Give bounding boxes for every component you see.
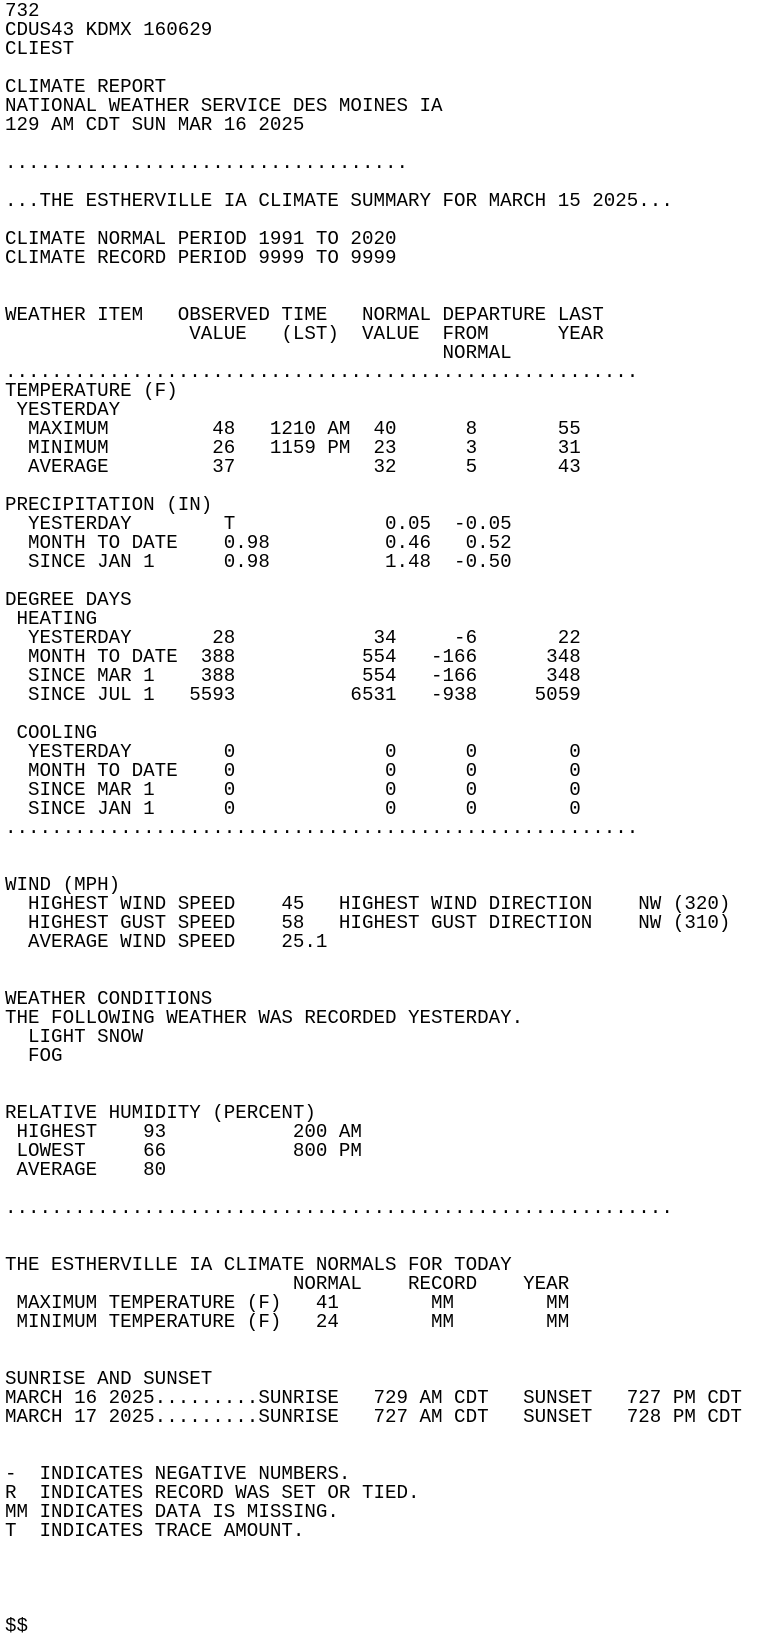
- report-line: WEATHER CONDITIONS: [5, 988, 213, 1010]
- report-line: 129 AM CDT SUN MAR 16 2025: [5, 114, 305, 136]
- blank-line: [5, 1427, 742, 1446]
- report-line: MONTH TO DATE 0 0 0 0: [5, 760, 581, 782]
- report-line: THE FOLLOWING WEATHER WAS RECORDED YESTERDAY.: [5, 1007, 524, 1029]
- report-line: WEATHER ITEM OBSERVED TIME NORMAL DEPARTURE LAST: [5, 304, 604, 326]
- report-line: CLIMATE RECORD PERIOD 9999 TO 9999: [5, 247, 397, 269]
- report-line: .......................................................: [5, 817, 639, 839]
- report-line: ..........................................................: [5, 1197, 673, 1219]
- report-line: MINIMUM TEMPERATURE (F) 24 MM MM: [5, 1311, 570, 1333]
- report-line: NORMAL: [5, 342, 512, 364]
- report-line: WIND (MPH): [5, 874, 121, 896]
- report-line: MONTH TO DATE 388 554 -166 348: [5, 646, 581, 668]
- report-line: PRECIPITATION (IN): [5, 494, 213, 516]
- report-line: CDUS43 KDMX 160629: [5, 19, 213, 41]
- report-line: SINCE JAN 1 0.98 1.48 -0.50: [5, 551, 512, 573]
- report-line: SUNRISE AND SUNSET: [5, 1368, 213, 1390]
- blank-line: [5, 268, 742, 287]
- report-line: YESTERDAY T 0.05 -0.05: [5, 513, 512, 535]
- report-line: HIGHEST 93 200 AM: [5, 1121, 362, 1143]
- report-line: T INDICATES TRACE AMOUNT.: [5, 1520, 305, 1542]
- blank-line: [5, 838, 742, 857]
- report-line: LIGHT SNOW: [5, 1026, 144, 1048]
- blank-line: [5, 1560, 742, 1579]
- report-line: MAXIMUM TEMPERATURE (F) 41 MM MM: [5, 1292, 570, 1314]
- report-line: CLIMATE REPORT: [5, 76, 167, 98]
- report-line: HEATING: [5, 608, 98, 630]
- report-line: YESTERDAY 28 34 -6 22: [5, 627, 581, 649]
- report-line: SINCE JUL 1 5593 6531 -938 5059: [5, 684, 581, 706]
- report-line: AVERAGE WIND SPEED 25.1: [5, 931, 328, 953]
- report-line: SINCE MAR 1 0 0 0 0: [5, 779, 581, 801]
- climate-report-text: [5, 2, 742, 1636]
- report-line: FOG: [5, 1045, 63, 1067]
- report-line: NORMAL RECORD YEAR: [5, 1273, 570, 1295]
- report-line: THE ESTHERVILLE IA CLIMATE NORMALS FOR TODAY: [5, 1254, 512, 1276]
- report-line: YESTERDAY: [5, 399, 121, 421]
- blank-line: [5, 1332, 742, 1351]
- report-line: SINCE JAN 1 0 0 0 0: [5, 798, 581, 820]
- report-line: R INDICATES RECORD WAS SET OR TIED.: [5, 1482, 420, 1504]
- report-line: - INDICATES NEGATIVE NUMBERS.: [5, 1463, 351, 1485]
- report-line: LOWEST 66 800 PM: [5, 1140, 362, 1162]
- report-line: ...................................: [5, 152, 409, 174]
- report-line: MONTH TO DATE 0.98 0.46 0.52: [5, 532, 512, 554]
- report-line: NATIONAL WEATHER SERVICE DES MOINES IA: [5, 95, 443, 117]
- report-line: CLIEST: [5, 38, 75, 60]
- blank-line: [5, 1541, 742, 1560]
- report-line: COOLING: [5, 722, 98, 744]
- report-line: ...THE ESTHERVILLE IA CLIMATE SUMMARY FOR MARCH 15 2025...: [5, 190, 673, 212]
- report-line: MINIMUM 26 1159 PM 23 3 31: [5, 437, 581, 459]
- report-line: RELATIVE HUMIDITY (PERCENT): [5, 1102, 316, 1124]
- report-line: AVERAGE 80: [5, 1159, 167, 1181]
- report-line: MARCH 17 2025.........SUNRISE 727 AM CDT SUNSET 728 PM CDT: [5, 1406, 742, 1428]
- report-line: SINCE MAR 1 388 554 -166 348: [5, 665, 581, 687]
- blank-line: [5, 952, 742, 971]
- report-line: MAXIMUM 48 1210 AM 40 8 55: [5, 418, 581, 440]
- blank-line: [5, 1579, 742, 1598]
- report-line: MARCH 16 2025.........SUNRISE 729 AM CDT SUNSET 727 PM CDT: [5, 1387, 742, 1409]
- report-line: .......................................................: [5, 361, 639, 383]
- report-line: DEGREE DAYS: [5, 589, 132, 611]
- blank-line: [5, 705, 742, 724]
- report-line: YESTERDAY 0 0 0 0: [5, 741, 581, 763]
- report-line: AVERAGE 37 32 5 43: [5, 456, 581, 478]
- report-line: HIGHEST GUST SPEED 58 HIGHEST GUST DIRECTION NW (310): [5, 912, 731, 934]
- report-line: $$: [5, 1615, 29, 1637]
- report-line: CLIMATE NORMAL PERIOD 1991 TO 2020: [5, 228, 397, 250]
- blank-line: [5, 1598, 742, 1617]
- blank-line: [5, 1066, 742, 1085]
- report-line: MM INDICATES DATA IS MISSING.: [5, 1501, 339, 1523]
- report-line: HIGHEST WIND SPEED 45 HIGHEST WIND DIRECTION NW (320): [5, 893, 731, 915]
- report-line: TEMPERATURE (F): [5, 380, 178, 402]
- report-line: VALUE (LST) VALUE FROM YEAR: [5, 323, 604, 345]
- blank-line: [5, 1218, 742, 1237]
- report-line: 732: [5, 0, 40, 22]
